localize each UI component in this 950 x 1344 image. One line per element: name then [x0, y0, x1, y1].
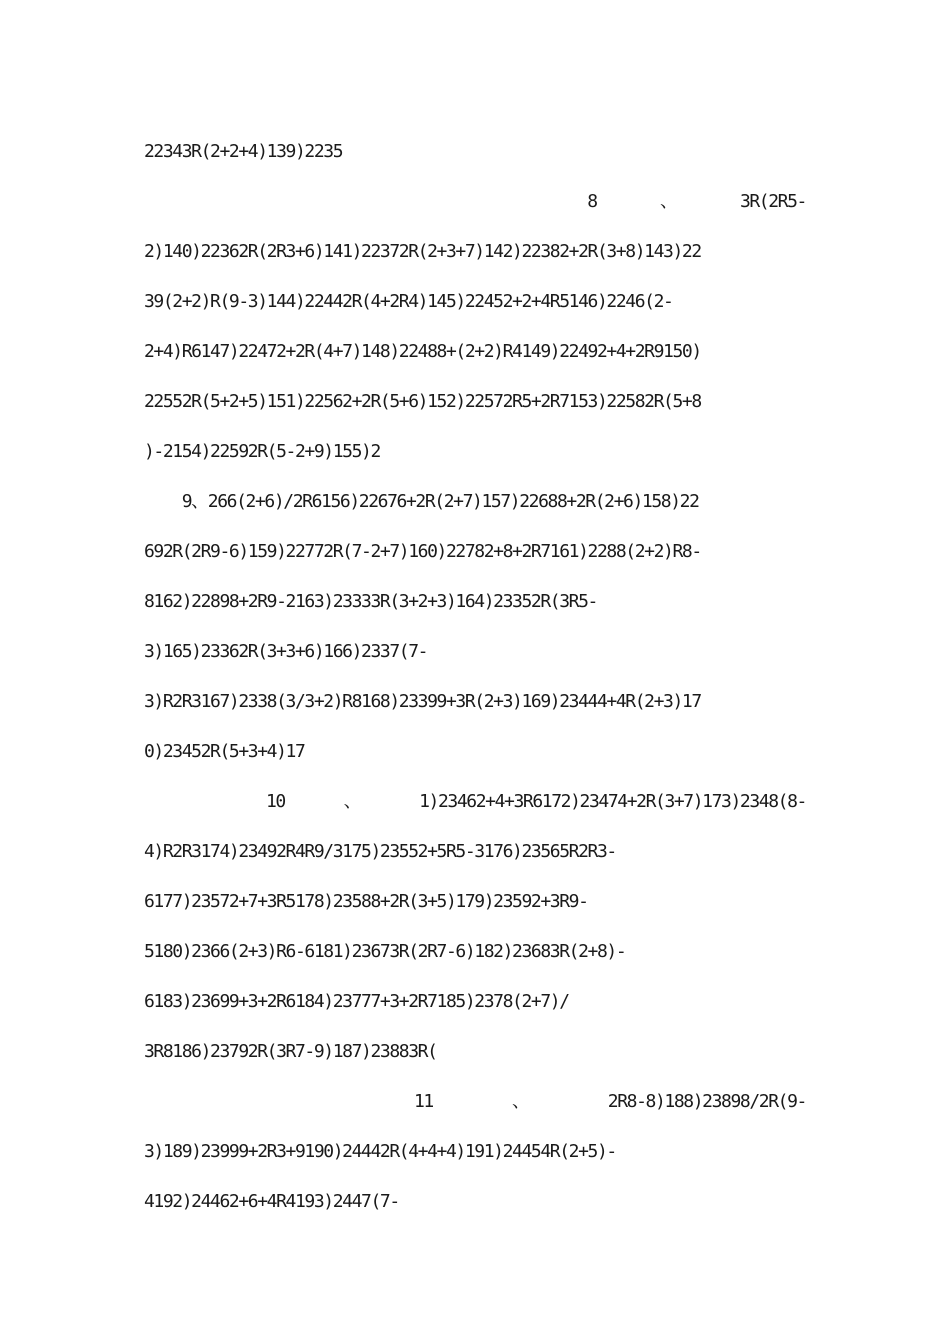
text-line: 3)189)23999+2R3+9190)24442R(4+4+4)191)24454R(2+5)- — [144, 1141, 616, 1162]
text-line: 8162)22898+2R9-2163)23333R(3+2+3)164)23352R(3R5- — [144, 591, 597, 612]
section-separator: 、 — [343, 791, 361, 812]
section-separator: 、 — [660, 191, 677, 212]
section-number: 11 — [414, 1091, 433, 1112]
section-number: 8 — [587, 191, 597, 212]
text-line: 2)140)22362R(2R3+6)141)22372R(2+3+7)142)22382+2R(3+8)143)22 — [144, 241, 701, 262]
text-line: 3)R2R3167)2338(3/3+2)R8168)23399+3R(2+3)169)23444+4R(2+3)17 — [144, 691, 701, 712]
section-heading-10 — [266, 787, 806, 817]
section-number: 10 — [266, 791, 285, 812]
section-heading-11 — [414, 1087, 806, 1117]
text-line: 5180)2366(2+3)R6-6181)23673R(2R7-6)182)23683R(2+8)- — [144, 941, 626, 962]
text-line: 22552R(5+2+5)151)22562+2R(5+6)152)22572R5+2R7153)22582R(5+8 — [144, 391, 701, 412]
section-text: 1)23462+4+3R6172)23474+2R(3+7)173)2348(8- — [419, 791, 806, 812]
section-separator: 、 — [512, 1091, 529, 1112]
text-line: 6177)23572+7+3R5178)23588+2R(3+5)179)23592+3R9- — [144, 891, 588, 912]
section-heading-8 — [144, 187, 806, 217]
text-line: 3)165)23362R(3+3+6)166)2337(7- — [144, 641, 428, 662]
section-text: 3R(2R5- — [739, 191, 806, 212]
text-line: 9、266(2+6)/2R6156)22676+2R(2+7)157)22688+2R(2+6)158)22 — [144, 491, 699, 512]
text-line: )-2154)22592R(5-2+9)155)2 — [144, 441, 380, 462]
text-line: 2+4)R6147)22472+2R(4+7)148)22488+(2+2)R4149)22492+4+2R9150) — [144, 341, 701, 362]
text-line: 39(2+2)R(9-3)144)22442R(4+2R4)145)22452+2+4R5146)2246(2- — [144, 291, 673, 312]
text-line: 6183)23699+3+2R6184)23777+3+2R7185)2378(2+7)/ — [144, 991, 569, 1012]
text-line: 0)23452R(5+3+4)17 — [144, 741, 305, 762]
text-line: 22343R(2+2+4)139)2235 — [144, 141, 343, 162]
text-line: 4192)24462+6+4R4193)2447(7- — [144, 1191, 399, 1212]
text-line: 4)R2R3174)23492R4R9/3175)23552+5R5-3176)23565R2R3- — [144, 841, 616, 862]
section-text: 2R8-8)188)23898/2R(9- — [607, 1091, 806, 1112]
text-line: 3R8186)23792R(3R7-9)187)23883R( — [144, 1041, 437, 1062]
text-line: 692R(2R9-6)159)22772R(7-2+7)160)22782+8+2R7161)2288(2+2)R8- — [144, 541, 701, 562]
